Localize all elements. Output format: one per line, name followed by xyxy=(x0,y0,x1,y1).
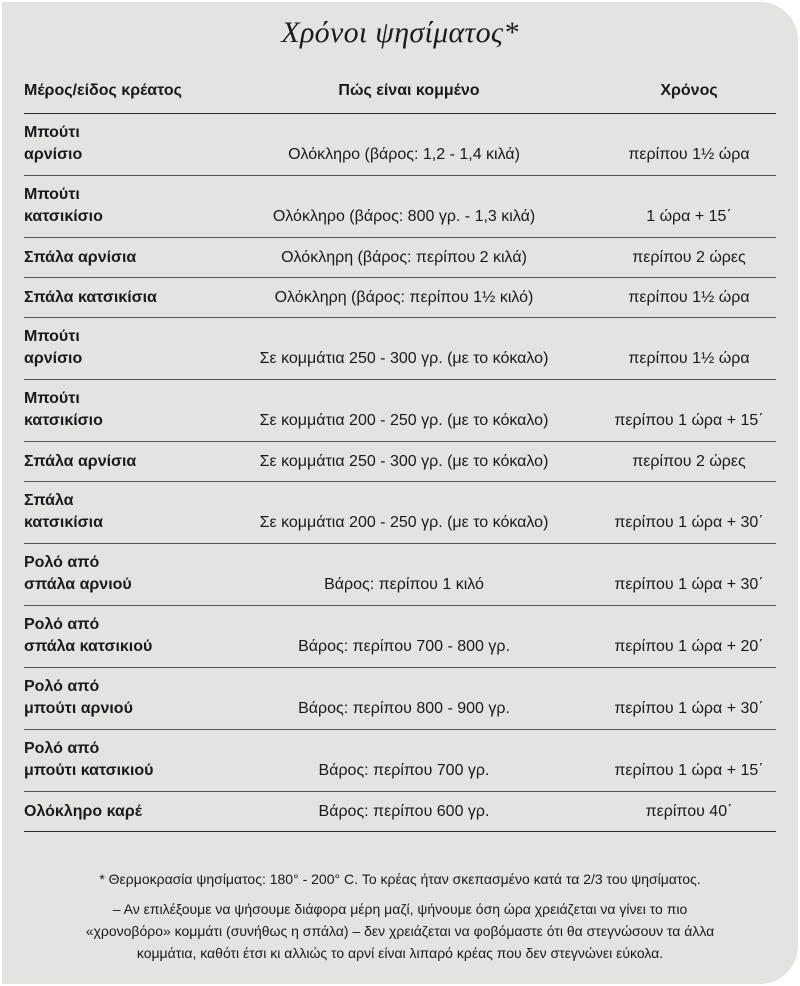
cell-time: περίπου 2 ώρες xyxy=(632,249,746,266)
cell-time: περίπου 1 ώρα + 30΄ xyxy=(614,576,764,593)
cell-cut: Σε κομμάτια 200 - 250 γρ. (με το κόκαλο) xyxy=(259,514,549,531)
cell-cut: Βάρος: περίπου 800 - 900 γρ. xyxy=(298,700,510,717)
cell-cut: Ολόκληρη (βάρος: περίπου 2 κιλά) xyxy=(281,249,527,266)
header-cut: Πώς είναι κομμένο xyxy=(338,82,480,99)
cell-part-line: μπούτι κατσικιού xyxy=(24,762,154,779)
cell-time: περίπου 40΄ xyxy=(645,803,733,820)
cell-time: περίπου 1 ώρα + 15΄ xyxy=(614,762,764,779)
cell-time: περίπου 1 ώρα + 20΄ xyxy=(614,638,764,655)
footnote-advice-line-2: «χρονοβόρο» κομμάτι (συνήθως η σπάλα) – δεν χρειάζεται να φοβόμαστε ότι θα στεγνώσουν τα άλλα xyxy=(85,923,715,939)
table-header xyxy=(24,78,776,114)
table-row xyxy=(24,668,776,730)
cell-part-line: σπάλα κατσικιού xyxy=(24,638,153,655)
table-row xyxy=(24,442,776,482)
cell-time: 1 ώρα + 15΄ xyxy=(646,208,732,225)
table-row xyxy=(24,176,776,238)
cell-part-line: Ρολό από xyxy=(24,554,100,571)
roasting-times-card xyxy=(2,2,798,984)
cell-cut: Βάρος: περίπου 600 γρ. xyxy=(318,803,490,820)
cell-time: περίπου 2 ώρες xyxy=(632,453,746,470)
cell-part-line: Ρολό από xyxy=(24,616,100,633)
table-row xyxy=(24,792,776,832)
cell-part-line: Ρολό από xyxy=(24,740,100,757)
table-row xyxy=(24,482,776,544)
cell-part-line: σπάλα αρνιού xyxy=(24,576,132,593)
table-row xyxy=(24,114,776,176)
header-time: Χρόνος xyxy=(660,82,718,99)
page-title: Χρόνοι ψησίματος* xyxy=(281,16,519,49)
cell-cut: Ολόκληρο (βάρος: 800 γρ. - 1,3 κιλά) xyxy=(272,208,536,225)
cell-time: περίπου 1½ ώρα xyxy=(628,289,750,306)
footnotes xyxy=(24,868,776,964)
table-row xyxy=(24,544,776,606)
cell-cut: Βάρος: περίπου 700 - 800 γρ. xyxy=(298,638,510,655)
cell-part-line: αρνίσιο xyxy=(24,350,83,367)
cell-part-line: αρνίσιο xyxy=(24,146,83,163)
cell-part-line: Ολόκληρο καρέ xyxy=(24,803,142,820)
cell-part-line: Σπάλα xyxy=(24,492,74,509)
table-row xyxy=(24,238,776,278)
footnote-advice-line-1: – Αν επιλέξουμε να ψήσουμε διάφορα μέρη μαζί, ψήνουμε όση ώρα χρειάζεται να γίνει το πιο xyxy=(112,901,688,917)
cell-part-line: Ρολό από xyxy=(24,678,100,695)
cell-part-line: κατσικίσιο xyxy=(24,208,103,225)
cell-cut: Βάρος: περίπου 1 κιλό xyxy=(324,576,484,593)
cell-part-line: Σπάλα αρνίσια xyxy=(24,249,137,266)
table-body xyxy=(24,114,776,832)
cell-time: περίπου 1 ώρα + 30΄ xyxy=(614,514,764,531)
table-row xyxy=(24,380,776,442)
footnote-temperature: * Θερμοκρασία ψησίματος: 180° - 200° C. Το κρέας ήταν σκεπασμένο κατά τα 2/3 του ψησίματος. xyxy=(99,871,701,887)
cell-time: περίπου 1½ ώρα xyxy=(628,146,750,163)
cell-time: περίπου 1 ώρα + 30΄ xyxy=(614,700,764,717)
cell-part-line: Μπούτι xyxy=(24,186,80,203)
cell-cut: Σε κομμάτια 200 - 250 γρ. (με το κόκαλο) xyxy=(259,412,549,429)
table-row xyxy=(24,730,776,792)
table-row xyxy=(24,318,776,380)
cell-cut: Σε κομμάτια 250 - 300 γρ. (με το κόκαλο) xyxy=(259,350,549,367)
cell-time: περίπου 1 ώρα + 15΄ xyxy=(614,412,764,429)
cell-cut: Βάρος: περίπου 700 γρ. xyxy=(318,762,490,779)
cell-cut: Σε κομμάτια 250 - 300 γρ. (με το κόκαλο) xyxy=(259,453,549,470)
cell-part-line: Σπάλα αρνίσια xyxy=(24,453,137,470)
cell-part-line: Μπούτι xyxy=(24,390,80,407)
table-row xyxy=(24,606,776,668)
table-row xyxy=(24,278,776,318)
cell-cut: Ολόκληρη (βάρος: περίπου 1½ κιλό) xyxy=(274,289,534,306)
cell-time: περίπου 1½ ώρα xyxy=(628,350,750,367)
cell-part-line: Σπάλα κατσικίσια xyxy=(24,289,157,306)
cell-cut: Ολόκληρο (βάρος: 1,2 - 1,4 κιλά) xyxy=(288,146,520,163)
footnote-advice-line-3: κομμάτια, καθότι έτσι κι αλλιώς το αρνί είναι λιπαρό κρέας που δεν στεγνώνει εύκολα. xyxy=(136,945,664,961)
header-part: Μέρος/είδος κρέατος xyxy=(24,82,182,99)
cell-part-line: Μπούτι xyxy=(24,124,80,141)
cell-part-line: κατσικίσιο xyxy=(24,412,103,429)
cell-part-line: Μπούτι xyxy=(24,328,80,345)
cell-part-line: μπούτι αρνιού xyxy=(24,700,133,717)
cell-part-line: κατσικίσια xyxy=(24,514,103,531)
